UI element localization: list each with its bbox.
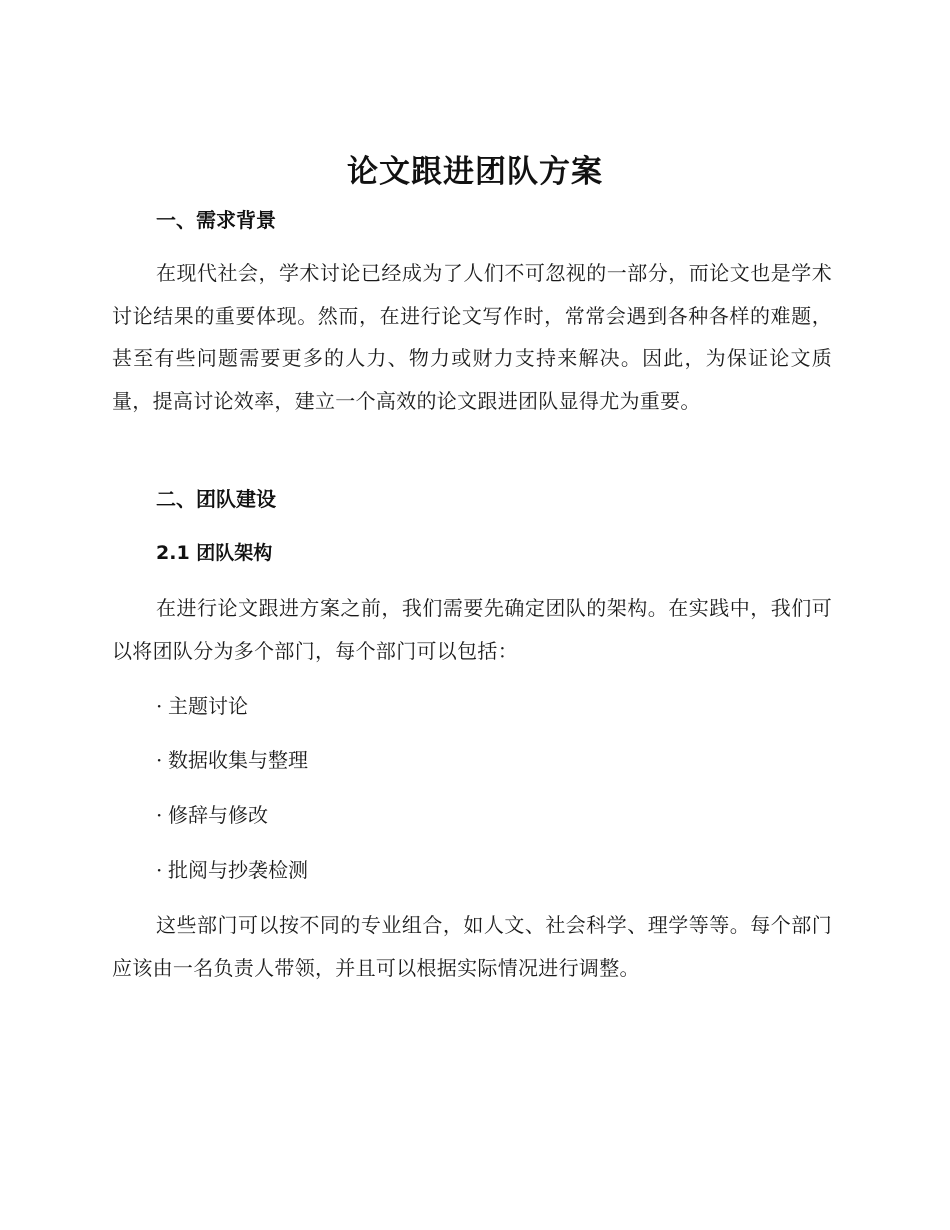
bullet-marker: ·: [156, 748, 163, 772]
list-item: [156, 855, 308, 885]
team-structure-intro-paragraph: 在进行论文跟进方案之前，我们需要先确定团队的架构。在实践中，我们可以将团队分为多个部门，每个部门可以包括：: [112, 596, 832, 663]
bullet-marker: ·: [156, 694, 163, 718]
bullet-marker: ·: [156, 858, 163, 882]
list-item: [156, 745, 308, 775]
section-heading-team-building: 二、团队建设: [156, 487, 276, 511]
list-item: [156, 691, 248, 721]
document-title: 论文跟进团队方案: [347, 154, 603, 190]
section-heading-background: 一、需求背景: [156, 208, 276, 232]
subsection-heading-team-structure: 2.1 团队架构: [156, 542, 273, 564]
team-structure-closing-paragraph: 这些部门可以按不同的专业组合，如人文、社会科学、理学等等。每个部门应该由一名负责人带领，并且可以根据实际情况进行调整。: [112, 913, 832, 980]
list-item-text: 修辞与修改: [168, 803, 268, 827]
bullet-marker: ·: [156, 803, 163, 827]
background-paragraph: 在现代社会，学术讨论已经成为了人们不可忽视的一部分，而论文也是学术讨论结果的重要体现。然而，在进行论文写作时，常常会遇到各种各样的难题，甚至有些问题需要更多的人力、物力或财力支持来解决。因此，为保证论文质量，提高讨论效率，建立一个高效的论文跟进团队显得尤为重要。: [112, 261, 832, 413]
list-item-text: 主题讨论: [168, 694, 248, 718]
list-item: [156, 800, 268, 830]
list-item-text: 批阅与抄袭检测: [168, 858, 308, 882]
list-item-text: 数据收集与整理: [168, 748, 308, 772]
